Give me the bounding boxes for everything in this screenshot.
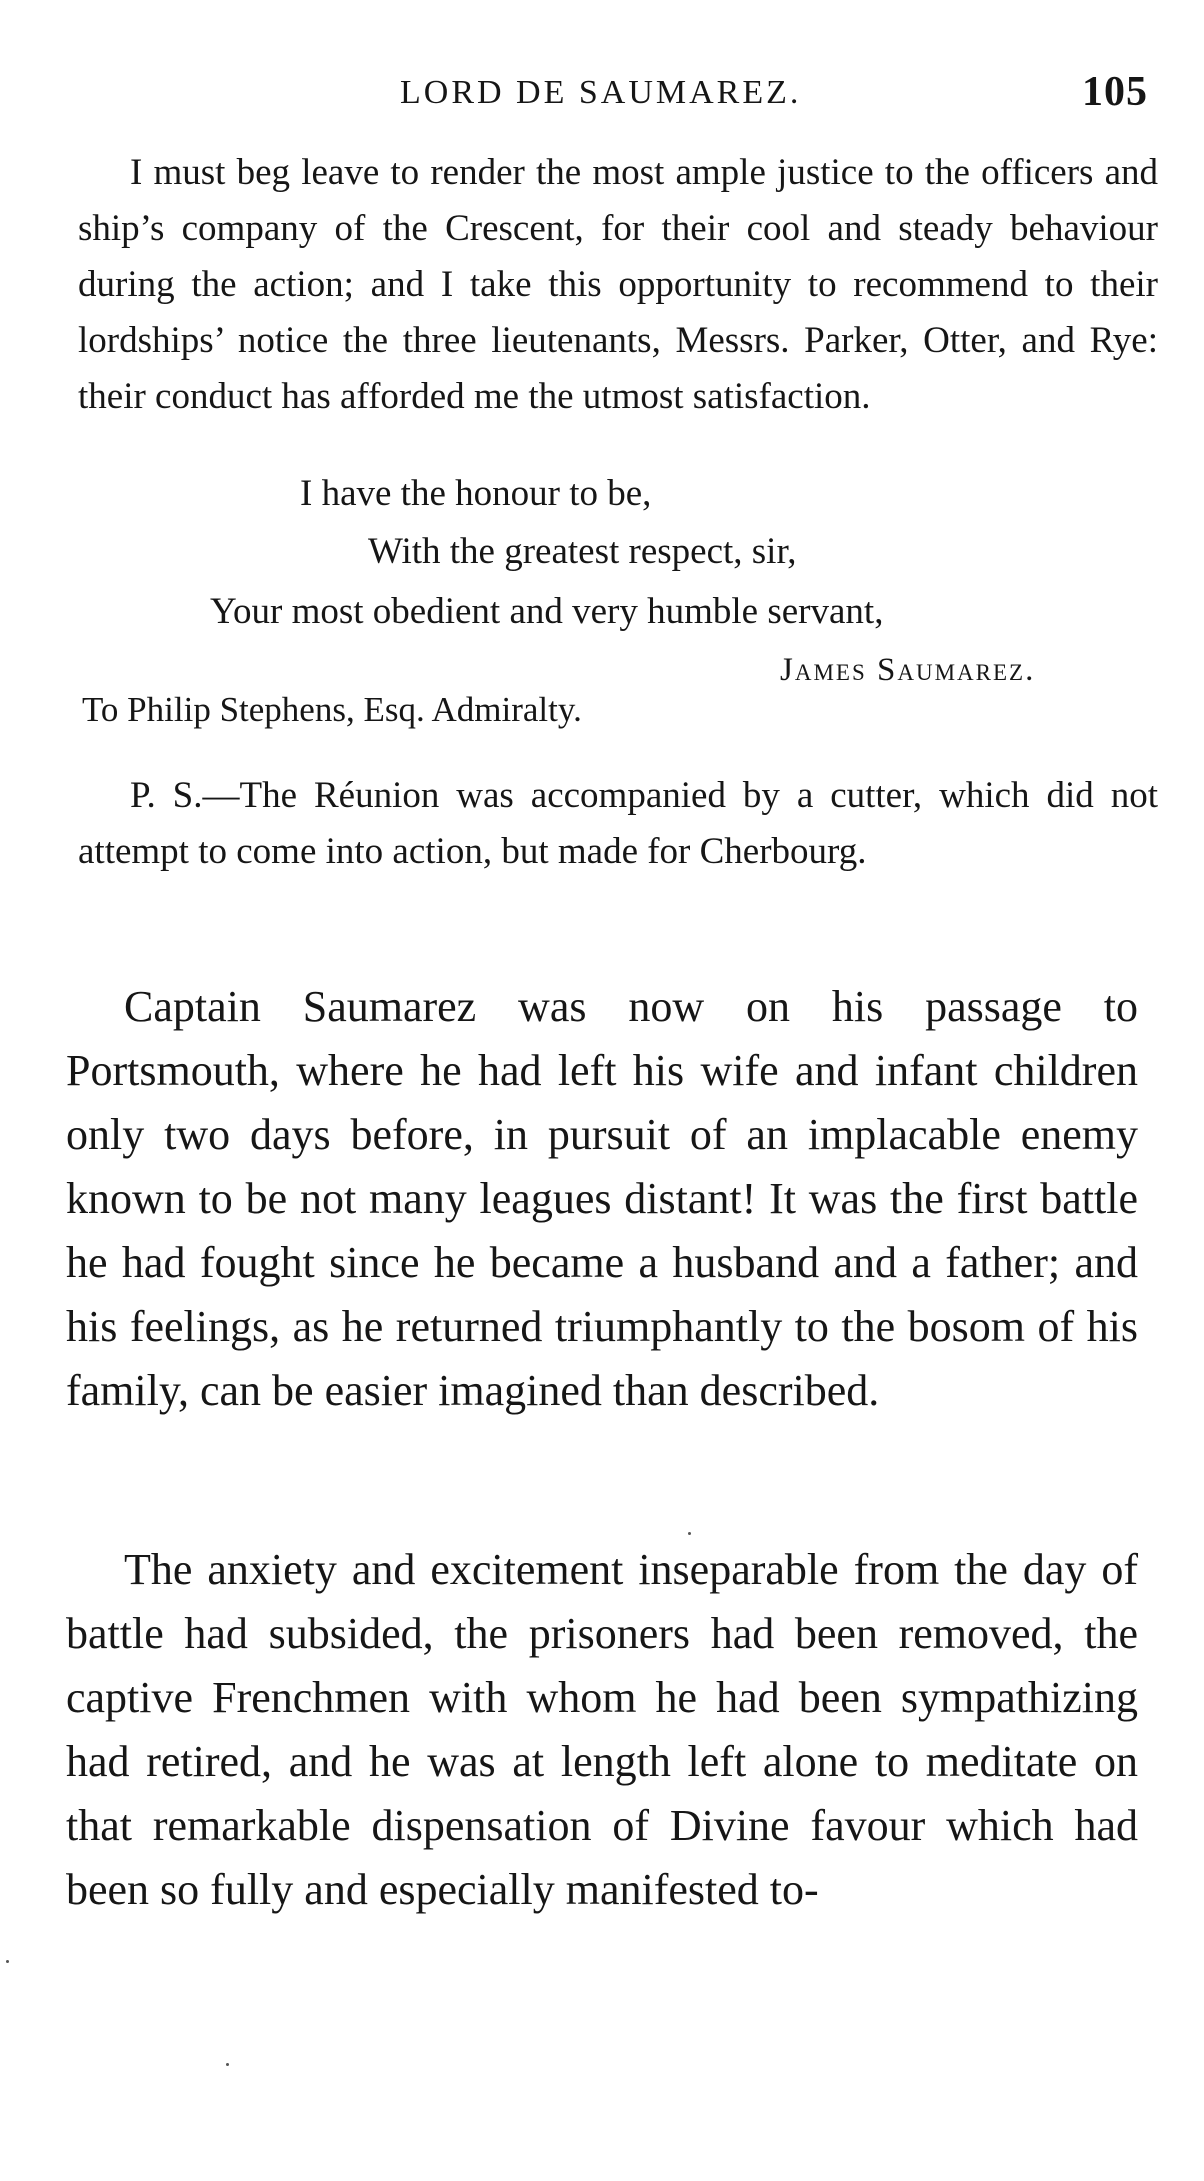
narrative-paragraph-1 xyxy=(66,975,1138,1423)
ink-speck xyxy=(226,2063,229,2066)
body-paragraph: Captain Saumarez was now on his passage to Portsmouth, where he had left his wife and infant children only two days before, in pursuit of an implacable enemy known to be not many leagues distant! It was the first battle he had fought since he became a husband and a father; and his feelings, as he returned triumphantly to the bosom of his family, can be easier imagined than described. xyxy=(66,982,1138,1415)
letter-signature: James Saumarez. xyxy=(780,652,1036,688)
body-paragraph: The anxiety and excitement inseparable from the day of battle had subsided, the prisoners had been removed, the captive Frenchmen with whom he had been sympathizing had retired, and he was at length left alone to meditate on that remarkable dispensation of Divine favour which had been so fully and especially manifested to- xyxy=(66,1545,1138,1914)
letter-closing-line-1: I have the honour to be, xyxy=(300,473,652,514)
running-head: LORD DE SAUMAREZ. xyxy=(400,74,802,111)
letter-closing-line-2: With the greatest respect, sir, xyxy=(368,531,797,572)
letter-paragraph: I must beg leave to render the most ample justice to the officers and ship’s company of the Crescent, for their cool and steady behaviour during the action; and I take this opportunity to recommend to their lordships’ notice the three lieutenants, Messrs. Parker, Otter, and Rye: their conduct has afforded me the utmost satisfaction. xyxy=(78,152,1158,417)
page-header xyxy=(0,68,1204,128)
page-number: 105 xyxy=(1082,69,1148,115)
letter-body xyxy=(78,145,1158,425)
letter-closing-line-3: Your most obedient and very humble servant, xyxy=(210,591,884,632)
letter-addressee: To Philip Stephens, Esq. Admiralty. xyxy=(82,690,582,729)
narrative-paragraph-2 xyxy=(66,1538,1138,1922)
ink-speck xyxy=(688,1532,691,1535)
ink-speck xyxy=(6,1960,9,1963)
postscript-paragraph: P. S.—The Réunion was accompanied by a cutter, which did not attempt to come into action, but made for Cherbourg. xyxy=(78,775,1158,872)
letter-postscript xyxy=(78,768,1158,880)
